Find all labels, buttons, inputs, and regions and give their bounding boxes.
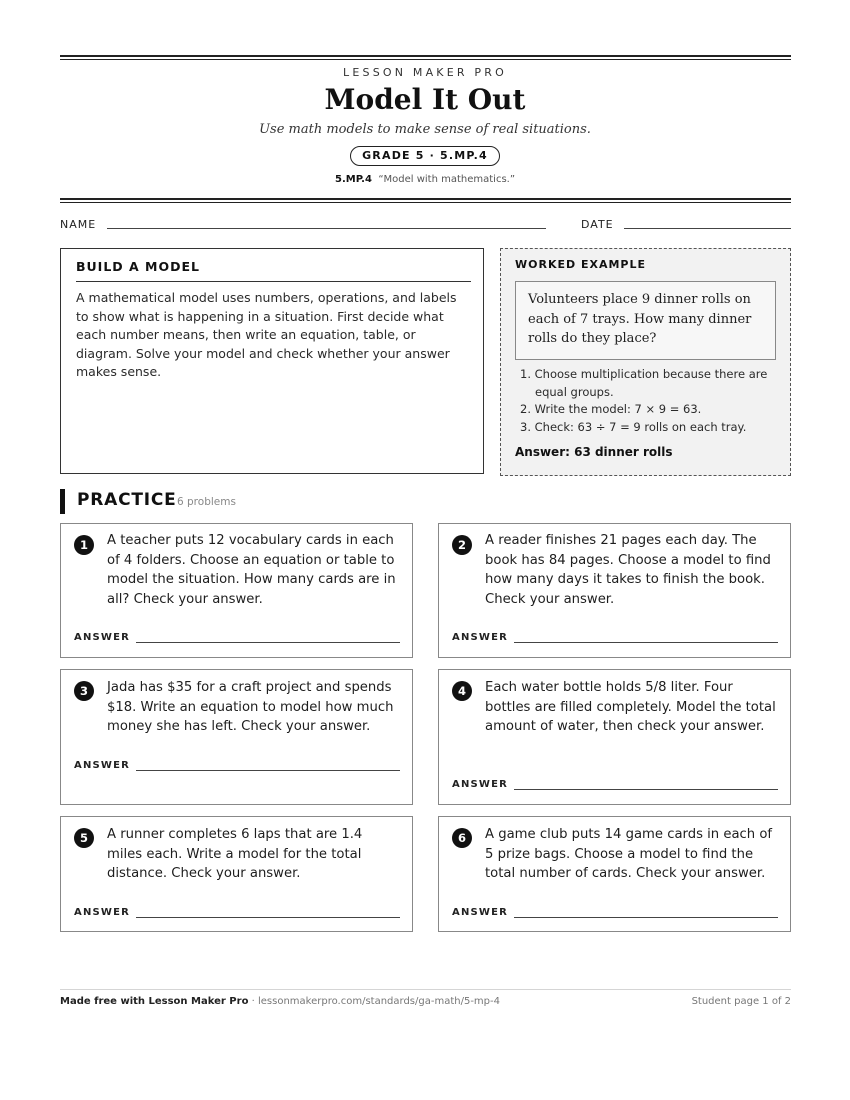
worked-example-steps: [520, 366, 782, 436]
footer-divider: [60, 989, 791, 990]
problem-number-badge: 3: [74, 681, 94, 701]
standard-code: 5.MP.4: [334, 174, 372, 185]
answer-field[interactable]: [514, 917, 778, 918]
practice-accent-bar: [60, 489, 65, 514]
answer-field[interactable]: [136, 917, 400, 918]
build-model-body: A mathematical model uses numbers, operations, and labels to show what is happening in a situation. First decide what each number means, then write an equation, table, or diagram. Solve your model and check whether your answer makes sense.: [76, 290, 457, 380]
answer-field[interactable]: [136, 770, 400, 771]
problem-text: Each water bottle holds 5/8 liter. Four bottles are filled completely. Model the total amount of water, then check your answer.: [485, 680, 776, 735]
problem-card-2: [438, 523, 791, 658]
worked-example-step: 1. Choose multiplication because there are equal groups.: [520, 367, 768, 399]
worked-example-problem: Volunteers place 9 dinner rolls on each of 7 trays. How many dinner rolls do they place?: [528, 292, 752, 346]
problem-card-1: [60, 523, 413, 658]
name-field[interactable]: [107, 228, 546, 229]
problem-card-4: [438, 669, 791, 805]
answer-label: ANSWER: [74, 760, 131, 771]
worked-example-answer: Answer: 63 dinner rolls: [515, 445, 673, 459]
footer-url[interactable]: lessonmakerpro.com/standards/ga-math/5-mp-4: [257, 996, 500, 1007]
answer-field[interactable]: [136, 642, 400, 643]
practice-count: 6 problems: [177, 496, 236, 508]
build-model-heading: BUILD A MODEL: [76, 259, 200, 274]
page-subtitle: Use math models to make sense of real situations.: [259, 122, 591, 137]
header-top-rule-thin: [60, 59, 791, 60]
problem-text: Jada has $35 for a craft project and spends $18. Write an equation to model how much money she has left. Check your answer.: [107, 680, 394, 735]
answer-label: ANSWER: [452, 632, 509, 643]
problem-text: A teacher puts 12 vocabulary cards in each of 4 folders. Choose an equation or table to model the situation. How many cards are in all? Check your answer.: [107, 533, 396, 607]
answer-label: ANSWER: [74, 632, 131, 643]
worked-example-heading: WORKED EXAMPLE: [515, 258, 646, 271]
header-top-rule: [60, 55, 791, 57]
header-bottom-rule-thin: [60, 202, 791, 203]
footer-made-with: Made free with Lesson Maker Pro: [60, 996, 249, 1007]
answer-field[interactable]: [514, 789, 778, 790]
answer-field[interactable]: [514, 642, 778, 643]
grade-badge: GRADE 5 · 5.MP.4: [350, 146, 500, 166]
problem-number-badge: 1: [74, 535, 94, 555]
problem-card-6: [438, 816, 791, 932]
date-label: DATE: [581, 218, 614, 231]
header-bottom-rule: [60, 198, 791, 200]
brand-name: LESSON MAKER PRO: [343, 66, 507, 79]
worked-example-step: 2. Write the model: 7 × 9 = 63.: [520, 402, 702, 416]
problem-card-3: [60, 669, 413, 805]
footer-page-number: Student page 1 of 2: [691, 996, 791, 1007]
worked-example-step: 3. Check: 63 ÷ 7 = 9 rolls on each tray.: [520, 419, 747, 434]
standard-line: [0, 174, 850, 185]
footer-separator: ·: [248, 996, 258, 1007]
problem-number-badge: 6: [452, 828, 472, 848]
problem-number-badge: 4: [452, 681, 472, 701]
problem-text: A runner completes 6 laps that are 1.4 miles each. Write a model for the total distance. Check your answer.: [107, 827, 363, 882]
page-title: Model It Out: [324, 83, 526, 116]
problem-text: A game club puts 14 game cards in each of 5 prize bags. Choose a model to find the total number of cards. Check your answer.: [485, 827, 773, 882]
build-model-divider: [76, 281, 471, 282]
practice-heading: PRACTICE: [77, 490, 177, 510]
answer-label: ANSWER: [452, 779, 509, 790]
problem-card-5: [60, 816, 413, 932]
problem-text: A reader finishes 21 pages each day. The book has 84 pages. Choose a model to find how many days it takes to finish the book. Check your answer.: [485, 533, 771, 607]
name-label: NAME: [60, 218, 97, 231]
problem-number-badge: 2: [452, 535, 472, 555]
answer-label: ANSWER: [74, 907, 131, 918]
date-field[interactable]: [624, 228, 791, 229]
answer-label: ANSWER: [452, 907, 509, 918]
problem-number-badge: 5: [74, 828, 94, 848]
standard-text: “Model with mathematics.”: [378, 174, 516, 185]
footer-credit: [60, 996, 500, 1007]
